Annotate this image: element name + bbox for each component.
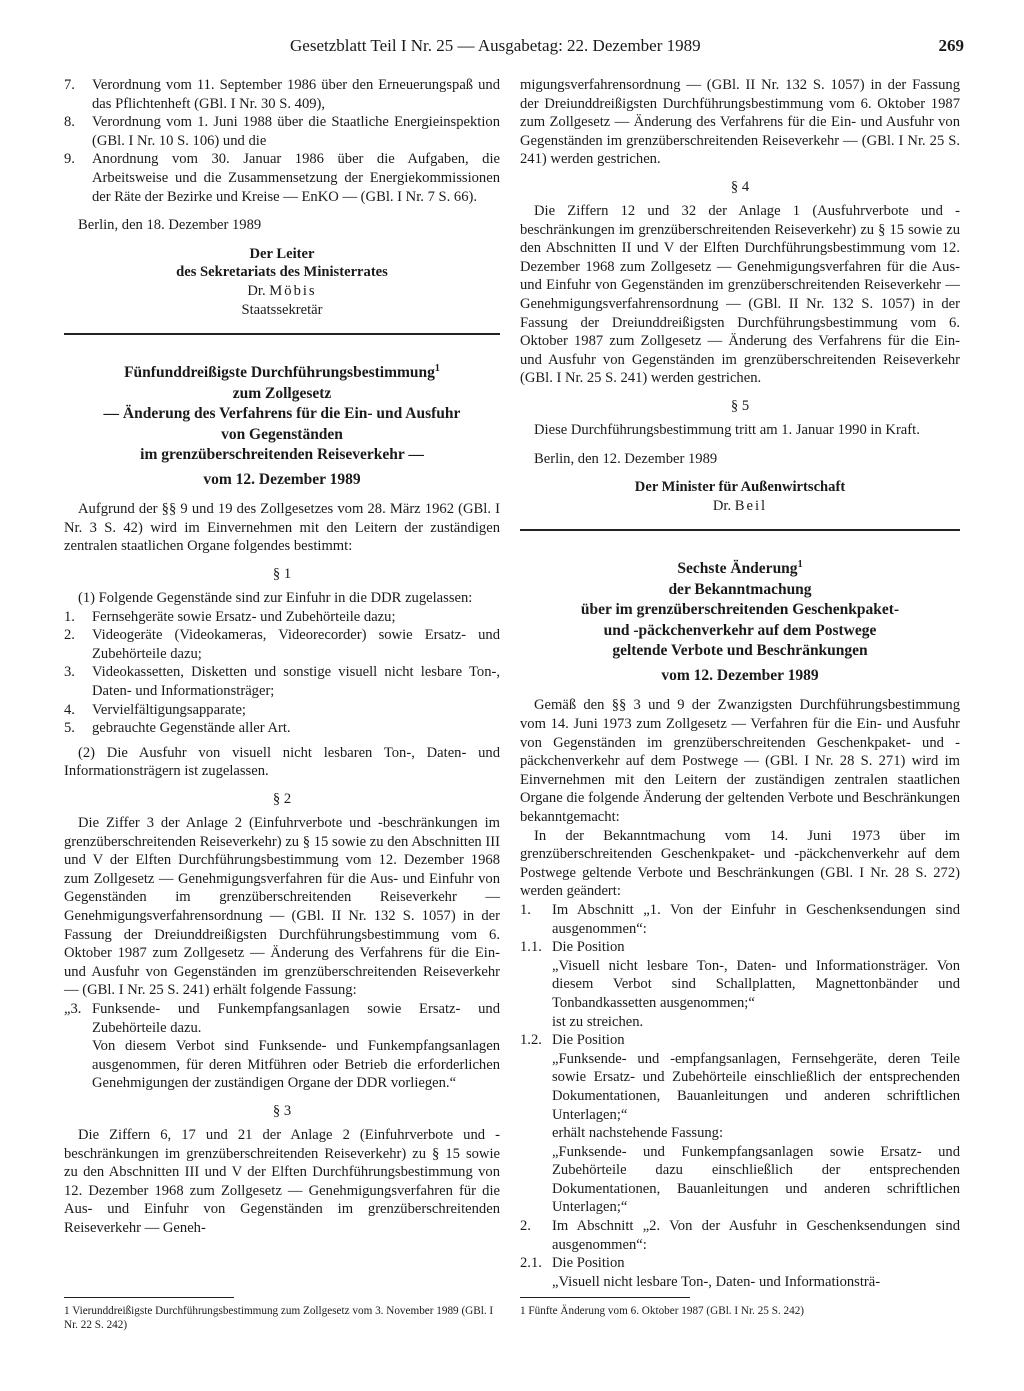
- signature-block: [64, 245, 500, 319]
- list-item: 5. gebrauchte Gegenstände aller Art.: [64, 720, 291, 737]
- section-divider: [520, 529, 960, 531]
- signature-line: Der Leiter: [249, 245, 315, 262]
- footnote-left: [64, 1297, 500, 1332]
- list-item: „Funksende- und -empfangsanlagen, Fernsehgeräte, deren Teile sowie Ersatz- und Zubehörteile einschließlich der entsprechenden Dokumentationen, Bauanleitungen und anderen schriftlichen Unterlagen;“: [552, 1050, 960, 1123]
- list-item: 4. Vervielfältigungsapparate;: [64, 701, 246, 718]
- right-column: [520, 76, 960, 1291]
- signature-line: des Sekretariats des Ministerrates: [176, 264, 388, 281]
- paragraph: (2) Die Ausfuhr von visuell nicht lesbaren Ton-, Daten- und Informationsträgern ist zugelassen.: [64, 744, 500, 780]
- list-item: erhält nachstehende Fassung:: [552, 1125, 724, 1142]
- paragraph: Die Ziffer 3 der Anlage 2 (Einfuhrverbote und -beschränkungen im grenzüberschreitenden Reiseverkehr) zu § 15 sowie zu den Abschnitten III und V der Elften Durchführungsbestimmung vom 12. Dezember 1968 zum Zollgesetz — Genehmigungsverfahren für die Aus- und Einfuhr von Gegenständen im grenzüberschreitenden Reiseverkehr — Genehmigungsverfahrensordnung — (GBl. II Nr. 132 S. 1057) in der Fassung der Dreiunddreißigsten Durchführungsbestimmung vom 6. Oktober 1987 zum Zollgesetz — Änderung des Verfahrens für die Ein- und Ausfuhr von Gegenständen im grenzüberschreitenden Reiseverkehr — (GBl. I Nr. 25 S. 241) erhält folgende Fassung:: [64, 815, 500, 999]
- permitted-items-list: [64, 608, 500, 738]
- section-title: § 3: [272, 1102, 292, 1119]
- list-item: ist zu streichen.: [552, 1013, 644, 1030]
- quoted-item: Von diesem Verbot sind Funksende- und Funkempfangsanlagen ausgenommen, für deren Mitführen oder Betrieb die erforderlichen Genehmigungen der zuständigen Organe der DDR vorliegen.“: [92, 1038, 500, 1092]
- signatory-name: Dr. Beil: [712, 497, 768, 514]
- section-title: § 1: [272, 566, 292, 583]
- list-item: „Visuell nicht lesbare Ton-, Daten- und Informationsträ-: [552, 1273, 881, 1290]
- list-item: 2.1. Die Position: [520, 1255, 625, 1272]
- footnote-text: 1 Vierunddreißigste Durchführungsbestimmung zum Zollgesetz vom 3. November 1989 (GBl. I Nr. 22 S. 242): [64, 1305, 494, 1331]
- list-item: „Visuell nicht lesbare Ton-, Daten- und Informationsträger. Von diesem Verbot sind Schallplatten, Magnettonbänder und Tonbandkassetten ausgenommen;“: [552, 957, 960, 1011]
- list-item: „Funksende- und Funkempfangsanlagen sowie Ersatz- und Zubehörteile dazu einschließlich der entsprechenden Dokumentationen, Bauanleitungen und anderen schriftlichen Unterlagen;“: [552, 1143, 960, 1216]
- section-title: § 2: [272, 791, 292, 807]
- list-item: 7. Verordnung vom 11. September 1986 über den Erneuerungspaß und das Pflichtenheft (GBl. I Nr. 30 S. 409),: [64, 77, 500, 112]
- left-column: [64, 76, 500, 1237]
- paragraph: Diese Durchführungsbestimmung tritt am 1. Januar 1990 in Kraft.: [534, 421, 920, 438]
- footnote-rule: [64, 1297, 234, 1298]
- regulation-heading: Fünfunddreißigste Durchführungsbestimmung$^1$ zum Zollgesetz — Änderung des Verfahrens für die Ein- und Ausfuhr von Gegenständen im grenzüberschreitenden Reiseverkehr — vom 12. Dezember 1989: [64, 359, 500, 490]
- list-item: 3. Videokassetten, Disketten und sonstige visuell nicht lesbare Ton-, Daten- und Informationsträger;: [64, 664, 500, 700]
- list-item: 1. Fernsehgeräte sowie Ersatz- und Zubehörteile dazu;: [64, 608, 396, 625]
- page-header: [60, 36, 964, 62]
- paragraph: migungsverfahrensordnung — (GBl. II Nr. 132 S. 1057) in der Fassung der Dreiunddreißigsten Durchführungsbestimmung vom 6. Oktober 1987 zum Zollgesetz — Änderung des Verfahrens für die Ein- und Ausfuhr von Gegenständen im grenzüberschreitenden Reiseverkehr — (GBl. I Nr. 25 S. 241) werden gestrichen.: [520, 77, 960, 168]
- gazette-title: Gesetzblatt Teil I Nr. 25 — Ausgabetag: 22. Dezember 1989: [290, 36, 701, 55]
- list-item: 8. Verordnung vom 1. Juni 1988 über die Staatliche Energieinspektion (GBl. I Nr. 10 S. 106) und die: [64, 114, 500, 149]
- signatory-name: Dr. Möbis: [247, 282, 317, 299]
- list-item: 1.1. Die Position: [520, 939, 625, 956]
- list-item: 2. Im Abschnitt „2. Von der Ausfuhr in Geschenksendungen sind ausgenommen“:: [520, 1218, 960, 1253]
- regulation-date: vom 12. Dezember 1989: [203, 470, 361, 488]
- preamble: Aufgrund der §§ 9 und 19 des Zollgesetzes vom 28. März 1962 (GBl. I Nr. 3 S. 42) wird im Einvernehmen mit den Leitern der zuständigen zentralen staatlichen Organe folgendes bestimmt:: [64, 501, 500, 555]
- footnote-right: [520, 1297, 960, 1318]
- regulation-heading: Sechste Änderung$^1$ der Bekanntmachung über im grenzüberschreitenden Geschenkpaket- und -päckchenverkehr auf dem Postwege geltende Verbote und Beschränkungen vom 12. Dezember 1989: [520, 555, 960, 686]
- previous-regulations-list: [64, 76, 500, 206]
- list-item: 1.2. Die Position: [520, 1032, 625, 1049]
- footnote-rule: [520, 1297, 690, 1298]
- paragraph: In der Bekanntmachung vom 14. Juni 1973 über im grenzüberschreitenden Geschenkpaket- und -päckchenverkehr auf dem Postwege geltende Verbote und Beschränkungen (GBl. I Nr. 28 S. 272) werden geändert:: [520, 827, 960, 900]
- section-title: § 5: [730, 397, 750, 414]
- place-date: Berlin, den 12. Dezember 1989: [534, 450, 718, 467]
- paragraph: (1) Folgende Gegenstände sind zur Einfuhr in die DDR zugelassen:: [78, 590, 473, 607]
- page-number: 269: [938, 36, 964, 55]
- amendments-list: [520, 901, 960, 1291]
- list-item: 9. Anordnung vom 30. Januar 1986 über die Aufgaben, die Arbeitsweise und die Zusammensetzung der Energiekommissionen der Räte der Bezirke und Kreise — EnKO — (GBl. I Nr. 7 S. 66).: [64, 151, 500, 205]
- signature-line: Der Minister für Außenwirtschaft: [634, 479, 846, 496]
- footnote-text: 1 Fünfte Änderung vom 6. Oktober 1987 (GBl. I Nr. 25 S. 242): [520, 1305, 805, 1317]
- list-item: 2. Videogeräte (Videokameras, Videorecorder) sowie Ersatz- und Zubehörteile dazu;: [64, 627, 500, 662]
- quoted-item: „3. Funksende- und Funkempfangsanlagen sowie Ersatz- und Zubehörteile dazu.: [64, 1000, 500, 1036]
- signature-block: [520, 478, 960, 515]
- place-date: Berlin, den 18. Dezember 1989: [78, 217, 262, 234]
- signatory-role: Staatssekretär: [241, 301, 323, 318]
- section-title: § 4: [730, 178, 750, 195]
- section-divider: [64, 333, 500, 335]
- regulation-date: vom 12. Dezember 1989: [661, 666, 819, 684]
- paragraph: Die Ziffern 6, 17 und 21 der Anlage 2 (Einfuhrverbote und -beschränkungen im grenzüberschreitenden Reiseverkehr) zu § 15 sowie zu den Abschnitten III und V der Elften Durchführungsbestimmung von 12. Dezember 1968 zum Zollgesetz — Genehmigungsverfahren für die Aus- und Einfuhr von Gegenständen im grenzüberschreitenden Reiseverkehr — Geneh-: [64, 1126, 500, 1236]
- preamble: Gemäß den §§ 3 und 9 der Zwanzigsten Durchführungsbestimmung vom 14. Juni 1973 zum Zollgesetz — Verfahren für die Ein- und Ausfuhr von Gegenständen im grenzüberschreitenden Geschenkpaket- und -päckchenverkehr auf dem Postwege — (GBl. I Nr. 28 S. 271) wird im Einvernehmen mit den Leitern der zuständigen zentralen staatlichen Organe die folgende Änderung der geltenden Verbote und Beschränkungen bekanntgemacht:: [520, 697, 960, 825]
- paragraph: Die Ziffern 12 und 32 der Anlage 1 (Ausfuhrverbote und -beschränkungen im grenzüberschreitenden Reiseverkehr) zu § 15 sowie zu den Abschnitten II und V der Elften Durchführungsbestimmung vom 12. Dezember 1968 zum Zollgesetz — Genehmigungsverfahren für die Aus- und Einfuhr von Gegenständen im grenzüberschreitenden Reiseverkehr — Genehmigungsverfahrensordnung — (GBl. II Nr. 132 S. 1057) in der Fassung der Dreiunddreißigsten Durchführungsbestimmung vom 6. Oktober 1987 zum Zollgesetz — Änderung des Verfahrens für die Ein- und Ausfuhr von Gegenständen im grenzüberschreitenden Reiseverkehr (GBl. I Nr. 25 S. 241) werden gestrichen.: [520, 202, 960, 387]
- list-item: 1. Im Abschnitt „1. Von der Einfuhr in Geschenksendungen sind ausgenommen“:: [520, 901, 960, 937]
